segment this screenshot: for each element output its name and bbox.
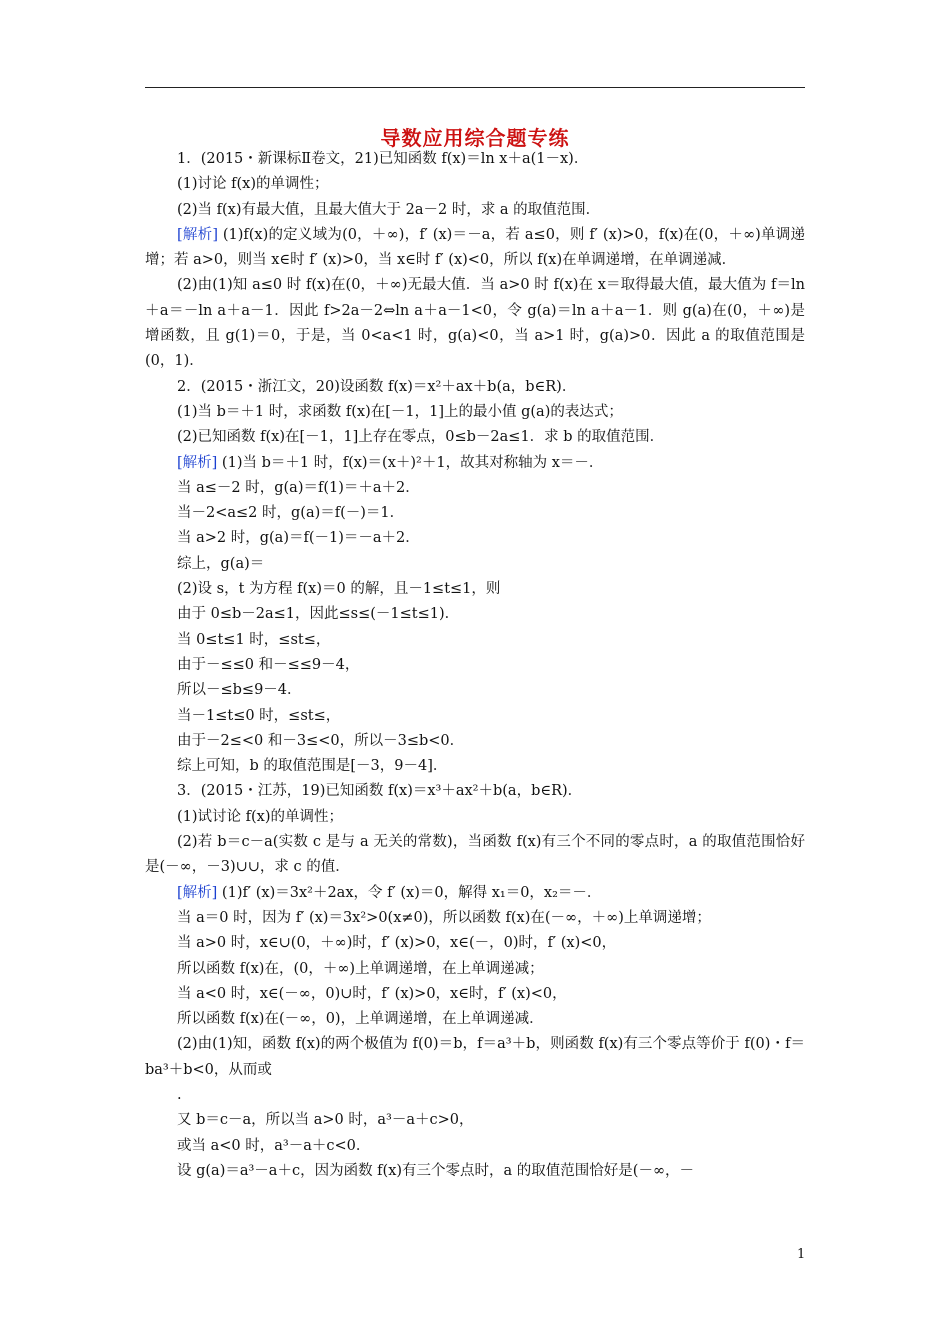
solution-tag: [解析]: [177, 454, 218, 471]
q3-line: 又 b＝c－a，所以当 a>0 时，a³－a＋c>0，: [177, 1112, 474, 1129]
q2-line: 综上可知，b 的取值范围是[－3，9－4]．: [177, 758, 448, 775]
page-number: 1: [797, 1247, 806, 1262]
q2-line: 当 0≤t≤1 时，≤st≤，: [177, 631, 331, 648]
solution-tag: [解析]: [177, 226, 218, 243]
q2-line: (1)当 b＝＋1 时，f(x)＝(x＋)²＋1，故其对称轴为 x＝－．: [217, 454, 604, 471]
q3-line: (1)f′ (x)＝3x²＋2ax，令 f′ (x)＝0，解得 x₁＝0，x₂＝－．: [217, 884, 602, 901]
q3-line: 或当 a<0 时，a³－a＋c<0．: [177, 1137, 371, 1154]
q3-line: 所以函数 f(x)在(－∞，0)，上单调递增，在上单调递减．: [177, 1011, 544, 1028]
q2-solution-line: [145, 451, 805, 476]
q1-solution-1-text: (1)f(x)的定义域为(0，＋∞)，f′ (x)＝－a，若 a≤0，则 f′ (x)>0，f(x)在(0，＋∞)单调递增；若 a>0，则当 x∈时 f′ (x)>0，当 x∈时 f′ (x)<0，所以 f(x)在单调递增，在单调递减．: [145, 226, 805, 269]
page-title: 导数应用综合题专练: [380, 126, 570, 150]
q3-para2: (2)由(1)知，函数 f(x)的两个极值为 f(0)＝b，f＝a³＋b，则函数 f(x)有三个零点等价于 f(0)・f＝ba³＋b<0，从而或: [145, 1036, 805, 1078]
q3-line: 当 a>0 时，x∈∪(0，＋∞)时，f′ (x)>0，x∈(－，0)时，f′ (x)<0，: [177, 935, 617, 952]
q2-part2: (2)已知函数 f(x)在[－1，1]上存在零点，0≤b－2a≤1．求 b 的取值范围．: [177, 429, 665, 446]
q1-solution-1: [145, 223, 805, 274]
q1-part2: (2)当 f(x)有最大值，且最大值大于 2a－2 时，求 a 的取值范围．: [177, 201, 601, 218]
q2-line: 由于－≤≤0 和－≤≤9－4，: [177, 656, 360, 673]
q2-line: 所以－≤b≤9－4．: [177, 682, 302, 699]
q1-part1: (1)讨论 f(x)的单调性；: [177, 176, 329, 193]
q3-part1: (1)试讨论 f(x)的单调性；: [177, 808, 344, 825]
q2-line: 当 a>2 时，g(a)＝f(－1)＝－a＋2．: [177, 530, 420, 547]
q2-stem: 2．(2015・浙江文，20)设函数 f(x)＝x²＋ax＋b(a，b∈R)．: [177, 378, 577, 395]
q1-solution-2: (2)由(1)知 a≤0 时 f(x)在(0，＋∞)无最大值．当 a>0 时 f(x)在 x＝取得最大值，最大值为 f＝ln＋a＝－ln a＋a－1．因此 f>2a－2⇔ln a＋a－1<0，令 g(a)＝ln a＋a－1．则 g(a)在(0，＋∞)是增函数，且 g(1)＝0，于是，当 0<a<1 时，g(a)<0，当 a>1 时，g(a)>0．因此 a 的取值范围是(0，1)．: [145, 277, 805, 370]
header-rule: [145, 87, 805, 88]
q3-line: 设 g(a)＝a³－a＋c，因为函数 f(x)有三个零点时，a 的取值范围恰好是(－∞，－: [177, 1162, 695, 1179]
document-body: [145, 147, 805, 1184]
q3-part2: (2)若 b＝c－a(实数 c 是与 a 无关的常数)，当函数 f(x)有三个不同的零点时，a 的取值范围恰好是(－∞，－3)∪∪，求 c 的值．: [145, 834, 805, 876]
q2-line: 当－2<a≤2 时，g(a)＝f(－)＝1．: [177, 505, 405, 522]
q2-line: 由于－2≤<0 和－3≤<0，所以－3≤b<0．: [177, 732, 465, 749]
q3-line: 当 a＝0 时，因为 f′ (x)＝3x²>0(x≠0)，所以函数 f(x)在(－∞，＋∞)上单调递增；: [177, 909, 711, 926]
q3-stem: 3．(2015・江苏，19)已知函数 f(x)＝x³＋ax²＋b(a，b∈R)．: [177, 783, 583, 800]
q1-stem: 1．(2015・新课标Ⅱ卷文，21)已知函数 f(x)＝ln x＋a(1－x)．: [177, 151, 589, 167]
q3-line: .: [177, 1086, 182, 1103]
q3-line: 当 a<0 时，x∈(－∞，0)∪时，f′ (x)>0，x∈时，f′ (x)<0，: [177, 985, 567, 1002]
q3-solution-line: [145, 881, 805, 906]
q2-line: 综上，g(a)＝: [177, 555, 265, 572]
q2-line: 当－1≤t≤0 时，≤st≤，: [177, 707, 341, 724]
q2-part1: (1)当 b＝＋1 时，求函数 f(x)在[－1，1]上的最小值 g(a)的表达式；: [177, 403, 623, 420]
solution-tag: [解析]: [177, 884, 218, 901]
q2-line: 当 a≤－2 时，g(a)＝f(1)＝＋a＋2．: [177, 479, 420, 496]
q2-line: 由于 0≤b－2a≤1，因此≤s≤(－1≤t≤1)．: [177, 606, 460, 623]
q3-line: 所以函数 f(x)在，(0，＋∞)上单调递增，在上单调递减；: [177, 960, 544, 977]
q2-line: (2)设 s，t 为方程 f(x)＝0 的解，且－1≤t≤1，则: [177, 581, 501, 598]
